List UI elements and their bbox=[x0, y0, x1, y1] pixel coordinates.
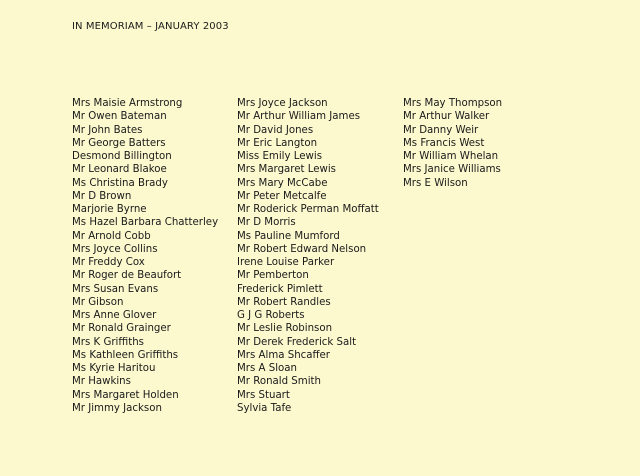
name-entry: Mr William Whelan bbox=[403, 151, 499, 162]
name-entry: Mr Robert Edward Nelson bbox=[237, 243, 367, 255]
name-entry: Frederick Pimlett bbox=[237, 283, 323, 295]
name-entry: Mrs E Wilson bbox=[403, 177, 468, 189]
names-column-2 bbox=[237, 97, 379, 415]
name-entry: Mr D Brown bbox=[72, 190, 132, 202]
name-entry: Mr Gibson bbox=[72, 296, 124, 308]
name-entry: Mr Owen Bateman bbox=[72, 111, 167, 123]
name-entry: Mr D Morris bbox=[237, 217, 296, 229]
name-entry: Desmond Billington bbox=[72, 151, 172, 162]
name-entry: Mr Ronald Smith bbox=[237, 376, 321, 388]
name-entry: Mr Ronald Grainger bbox=[72, 323, 171, 335]
page-title: IN MEMORIAM – JANUARY 2003 bbox=[72, 21, 229, 32]
name-entry: Ms Kathleen Griffiths bbox=[72, 349, 179, 361]
name-entry: Mr Arthur William James bbox=[237, 111, 361, 123]
name-entry: Mrs Joyce Jackson bbox=[237, 98, 328, 109]
names-column-1 bbox=[72, 97, 218, 415]
name-entry: G J G Roberts bbox=[237, 310, 305, 321]
name-entry: Mrs Anne Glover bbox=[72, 310, 157, 321]
name-entry: Mrs Margaret Holden bbox=[72, 389, 179, 401]
name-entry: Mrs Mary McCabe bbox=[237, 177, 328, 189]
name-entry: Mrs May Thompson bbox=[403, 98, 503, 109]
name-entry: Mr Arnold Cobb bbox=[72, 230, 151, 242]
name-entry: Mr Freddy Cox bbox=[72, 257, 145, 268]
name-entry: Mr David Jones bbox=[237, 124, 314, 136]
name-entry: Sylvia Tafe bbox=[237, 402, 292, 414]
name-entry: Ms Kyrie Haritou bbox=[72, 363, 156, 374]
name-entry: Mrs Stuart bbox=[237, 389, 290, 401]
name-entry: Mrs Margaret Lewis bbox=[237, 164, 336, 176]
name-entry: Mrs K Griffiths bbox=[72, 336, 144, 348]
name-entry: Mr George Batters bbox=[72, 137, 166, 149]
name-entry: Ms Pauline Mumford bbox=[237, 230, 340, 242]
name-entry: Miss Emily Lewis bbox=[237, 151, 322, 162]
name-entry: Mr John Bates bbox=[72, 124, 143, 136]
name-entry: Mr Hawkins bbox=[72, 376, 131, 388]
name-entry: Mrs Joyce Collins bbox=[72, 243, 158, 255]
name-entry: Mrs A Sloan bbox=[237, 363, 297, 374]
name-entry: Mr Leonard Blakoe bbox=[72, 164, 167, 176]
name-entry: Mrs Maisie Armstrong bbox=[72, 98, 183, 109]
name-entry: Mr Roderick Perman Moffatt bbox=[237, 204, 379, 215]
name-entry: Mr Leslie Robinson bbox=[237, 323, 333, 335]
name-entry: Mrs Susan Evans bbox=[72, 283, 159, 295]
name-entry: Mr Arthur Walker bbox=[403, 111, 490, 123]
name-entry: Mrs Alma Shcaffer bbox=[237, 349, 330, 361]
name-entry: Mr Jimmy Jackson bbox=[72, 402, 162, 414]
names-column-3 bbox=[403, 97, 502, 190]
name-entry: Marjorie Byrne bbox=[72, 204, 147, 215]
name-entry: Mr Derek Frederick Salt bbox=[237, 336, 357, 348]
name-entry: Ms Francis West bbox=[403, 137, 485, 149]
name-entry: Mr Peter Metcalfe bbox=[237, 190, 327, 202]
name-entry: Mr Pemberton bbox=[237, 270, 309, 282]
name-entry: Irene Louise Parker bbox=[237, 257, 335, 268]
name-entry: Mr Robert Randles bbox=[237, 296, 331, 308]
name-entry: Mrs Janice Williams bbox=[403, 164, 501, 176]
name-entry: Mr Eric Langton bbox=[237, 137, 318, 149]
name-entry: Ms Hazel Barbara Chatterley bbox=[72, 217, 219, 229]
name-entry: Mr Roger de Beaufort bbox=[72, 270, 182, 282]
name-entry: Mr Danny Weir bbox=[403, 124, 479, 136]
name-entry: Ms Christina Brady bbox=[72, 177, 168, 189]
